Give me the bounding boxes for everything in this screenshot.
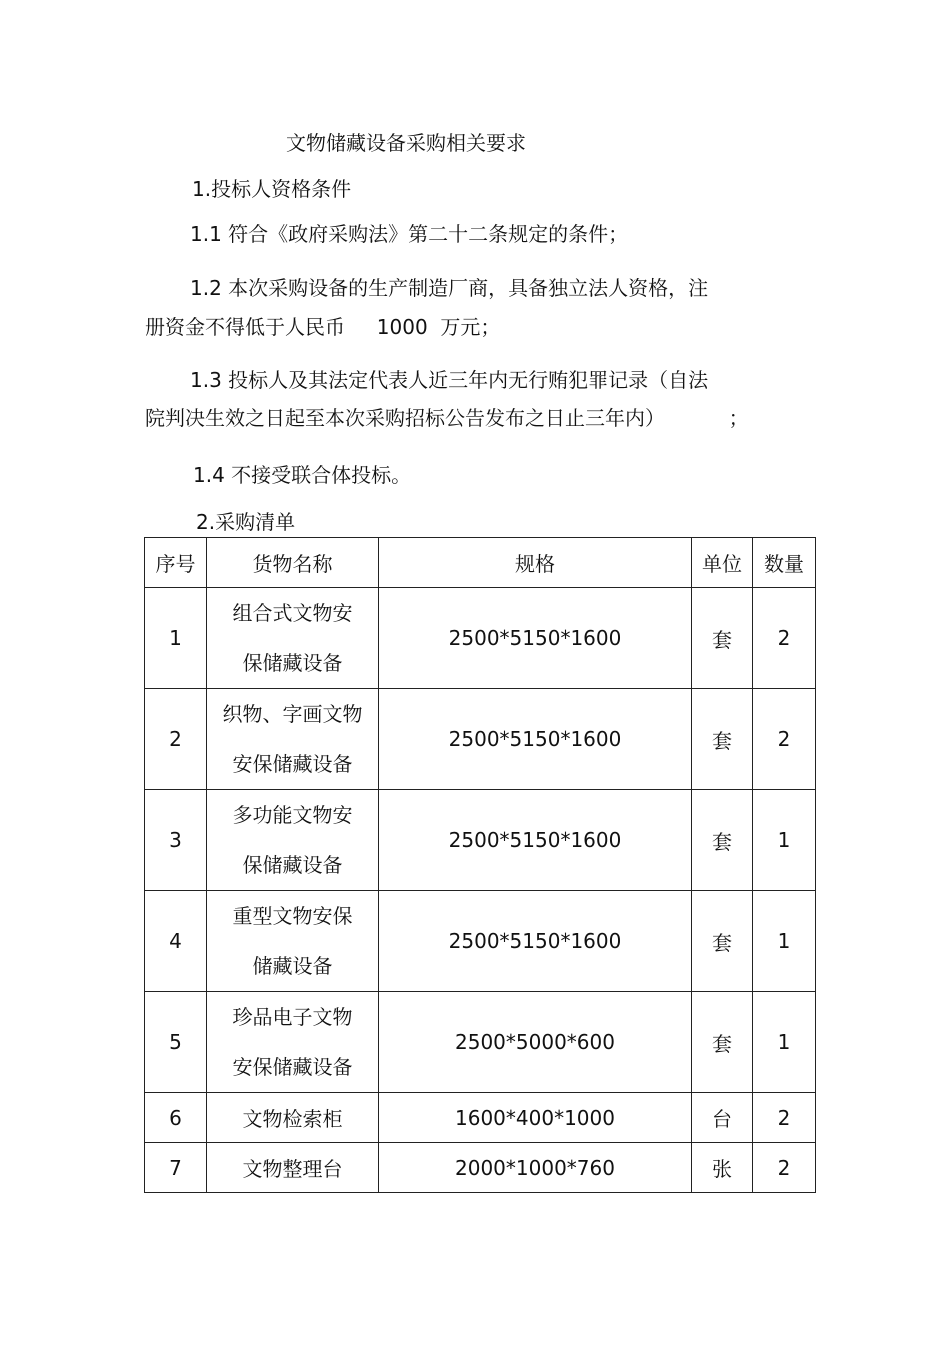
header-qty: 数量 bbox=[753, 538, 816, 588]
name-line: 安保储藏设备 bbox=[232, 1055, 353, 1079]
cell-spec: 2500*5150*1600 bbox=[379, 891, 692, 992]
cell-no: 5 bbox=[145, 992, 207, 1093]
cell-spec: 1600*400*1000 bbox=[379, 1093, 692, 1143]
cell-qty: 1 bbox=[753, 891, 816, 992]
table-row bbox=[145, 1093, 816, 1143]
cell-unit: 套 bbox=[692, 992, 753, 1093]
clause-1-2-line1: 1.2 本次采购设备的生产制造厂商，具备独立法人资格，注 bbox=[190, 276, 709, 300]
cell-spec: 2000*1000*760 bbox=[379, 1143, 692, 1193]
header-name: 货物名称 bbox=[207, 538, 379, 588]
table-row bbox=[145, 790, 816, 891]
cell-unit: 张 bbox=[692, 1143, 753, 1193]
cell-unit: 套 bbox=[692, 891, 753, 992]
cell-spec: 2500*5000*600 bbox=[379, 992, 692, 1093]
table-row bbox=[145, 992, 816, 1093]
cell-name bbox=[207, 790, 379, 891]
cell-spec: 2500*5150*1600 bbox=[379, 790, 692, 891]
cell-unit: 套 bbox=[692, 588, 753, 689]
name-line: 织物、字画文物 bbox=[222, 702, 363, 726]
clause-1-3-line2: 院判决生效之日起至本次采购招标公告发布之日止三年内） ； bbox=[145, 406, 749, 430]
section-heading-procurement-list: 2.采购清单 bbox=[196, 510, 296, 534]
name-line: 珍品电子文物 bbox=[232, 1005, 353, 1029]
table-row bbox=[145, 891, 816, 992]
cell-unit: 套 bbox=[692, 790, 753, 891]
cell-no: 7 bbox=[145, 1143, 207, 1193]
clause-1-3-line1: 1.3 投标人及其法定代表人近三年内无行贿犯罪记录（自法 bbox=[190, 368, 709, 392]
cell-name bbox=[207, 992, 379, 1093]
cell-unit: 套 bbox=[692, 689, 753, 790]
cell-no: 2 bbox=[145, 689, 207, 790]
cell-no: 4 bbox=[145, 891, 207, 992]
section-heading-qualifications: 1.投标人资格条件 bbox=[192, 177, 352, 201]
document-title: 文物储藏设备采购相关要求 bbox=[286, 131, 526, 155]
name-line: 安保储藏设备 bbox=[232, 752, 353, 776]
cell-spec: 2500*5150*1600 bbox=[379, 689, 692, 790]
clause-1-1: 1.1 符合《政府采购法》第二十二条规定的条件； bbox=[190, 222, 629, 246]
table-row bbox=[145, 1143, 816, 1193]
cell-qty: 2 bbox=[753, 689, 816, 790]
cell-qty: 1 bbox=[753, 992, 816, 1093]
header-spec: 规格 bbox=[379, 538, 692, 588]
cell-no: 1 bbox=[145, 588, 207, 689]
cell-name bbox=[207, 689, 379, 790]
cell-name bbox=[207, 588, 379, 689]
cell-name bbox=[207, 891, 379, 992]
cell-qty: 2 bbox=[753, 1093, 816, 1143]
name-line: 储藏设备 bbox=[252, 954, 333, 978]
cell-name: 文物整理台 bbox=[207, 1143, 379, 1193]
cell-no: 3 bbox=[145, 790, 207, 891]
procurement-table bbox=[144, 537, 816, 1193]
cell-qty: 2 bbox=[753, 1143, 816, 1193]
table-row bbox=[145, 689, 816, 790]
name-line: 重型文物安保 bbox=[232, 904, 353, 928]
table-row bbox=[145, 588, 816, 689]
cell-spec: 2500*5150*1600 bbox=[379, 588, 692, 689]
clause-1-2-line2: 册资金不得低于人民币 1000 万元； bbox=[145, 315, 501, 339]
cell-no: 6 bbox=[145, 1093, 207, 1143]
table-header-row bbox=[145, 538, 816, 588]
name-line: 多功能文物安 bbox=[232, 803, 353, 827]
header-no: 序号 bbox=[145, 538, 207, 588]
name-line: 保储藏设备 bbox=[242, 651, 343, 675]
cell-unit: 台 bbox=[692, 1093, 753, 1143]
cell-name: 文物检索柜 bbox=[207, 1093, 379, 1143]
name-line: 保储藏设备 bbox=[242, 853, 343, 877]
clause-1-4: 1.4 不接受联合体投标。 bbox=[193, 463, 412, 487]
cell-qty: 1 bbox=[753, 790, 816, 891]
name-line: 组合式文物安 bbox=[232, 601, 353, 625]
header-unit: 单位 bbox=[692, 538, 753, 588]
cell-qty: 2 bbox=[753, 588, 816, 689]
